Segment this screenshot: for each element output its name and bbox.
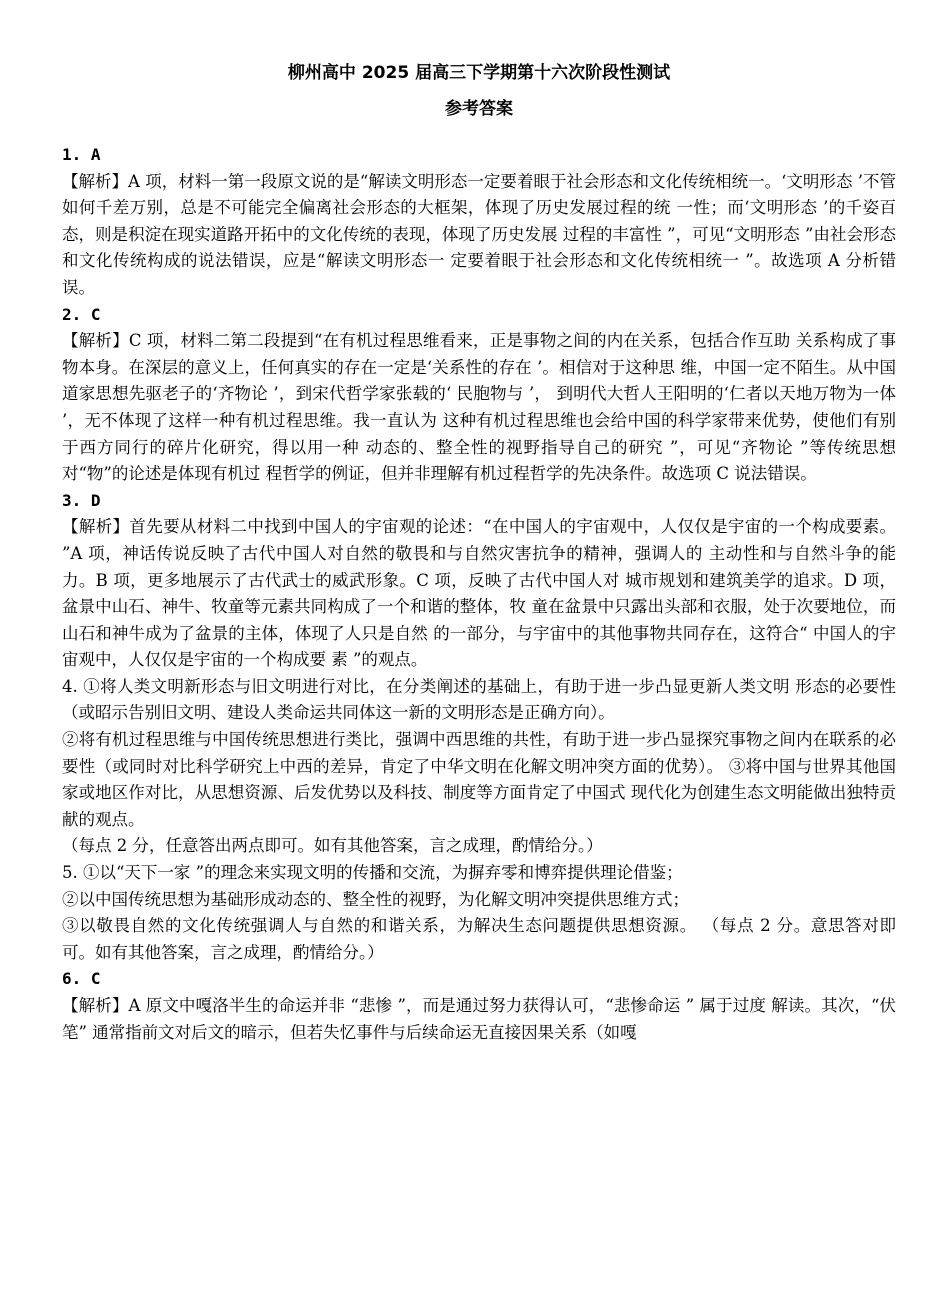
- answer-2-explanation: 【解析】C 项，材料二第二段提到“在有机过程思维看来，正是事物之间的内在关系，包括合作互助 关系构成了事物本身。在深层的意义上，任何真实的存在一定是‘关系性的存在 ’。相信对于这种思 维，中国一定不陌生。从中国道家思想先驱老子的‘齐物论 ’，到宋代哲学家张载的‘ 民胞物与 ’， 到明代大哲人王阳明的‘仁者以天地万物为一体 ’，无不体现了这样一种有机过程思维。我一直认为 这种有机过程思维也会给中国的科学家带来优势，使他们有别于西方同行的碎片化研究，得以用一种 动态的、整全性的视野指导自己的研究 ”，可见“齐物论 ”等传统思想对“物”的论述是体现有机过 程哲学的例证，但并非理解有机过程哲学的先决条件。故选项 C 说法错误。: [62, 331, 896, 484]
- answer-1: [62, 142, 896, 302]
- answer-4-scoring-note: （每点 2 分，任意答出两点即可。如有其他答案，言之成理，酌情给分。）: [62, 836, 603, 856]
- answer-3-explanation: 【解析】首先要从材料二中找到中国人的宇宙观的论述：“在中国人的宇宙观中，人仅仅是宇宙的一个构成要素。 ”A 项，神话传说反映了古代中国人对自然的敬畏和与自然灾害抗争的精神，强调人的 主动性和与自然斗争的能力。B 项，更多地展示了古代武士的威武形象。C 项，反映了古代中国人对 城市规划和建筑美学的追求。D 项，盆景中山石、神牛、牧童等元素共同构成了一个和谐的整体，牧 童在盆景中只露出头部和衣服，处于次要地位，而山石和神牛成为了盆景的主体，体现了人只是自然 的一部分，与宇宙中的其他事物共同存在，这符合“ 中国人的宇宙观中，人仅仅是宇宙的一个构成要 素 ”的观点。: [62, 517, 896, 670]
- document-page: [62, 58, 896, 1046]
- answer-2: [62, 302, 896, 488]
- answer-1-number: 1. A: [62, 145, 101, 164]
- answer-3: [62, 488, 896, 674]
- document-title: 柳州高中 2025 届高三下学期第十六次阶段性测试: [287, 63, 671, 83]
- answer-5: [62, 860, 896, 966]
- answer-6: [62, 966, 896, 1046]
- answer-5-point-2: ②以中国传统思想为基础形成动态的、整全性的视野，为化解文明冲突提供思维方式；: [62, 889, 689, 909]
- answer-6-explanation: 【解析】A 原文中嘎洛半生的命运并非 “悲惨 ”，而是通过努力获得认可，“悲惨命运 ” 属于过度 解读。其次，“伏笔” 通常指前文对后文的暗示，但若失忆事件与后续命运无直接因果关系（如嘎: [62, 996, 896, 1042]
- answer-1-explanation: 【解析】A 项，材料一第一段原文说的是“解读文明形态一定要着眼于社会形态和文化传统相统一。‘文明形态 ’不管如何千差万别，总是不可能完全偏离社会形态的大框架，体现了历史发展过程的统 一性；而‘文明形态 ’的千姿百态，则是积淀在现实道路开拓中的文化传统的表现，体现了历史发展 过程的丰富性 ”，可见“文明形态 ”由社会形态和文化传统构成的说法错误，应是“解读文明形态一 定要着眼于社会形态和文化传统相统一 ”。故选项 A 分析错误。: [62, 171, 896, 297]
- answer-2-number: 2. C: [62, 304, 101, 324]
- answer-3-number: 3. D: [62, 490, 101, 510]
- answer-5-point-1: 5. ①以“天下一家 ”的理念来实现文明的传播和交流，为摒弃零和博弈提供理论借鉴；: [62, 863, 683, 883]
- answer-4-point-2-3: ②将有机过程思维与中国传统思想进行类比，强调中西思维的共性，有助于进一步凸显探究事物之间内在联系的必要性（或同时对比科学研究上中西的差异，肯定了中华文明在化解文明冲突方面的优势）。 ③将中国与世界其他国家或地区作对比，从思想资源、后发优势以及科技、制度等方面肯定了中国式 现代化为创建生态文明能做出独特贡献的观点。: [62, 730, 896, 829]
- answer-content: [62, 142, 896, 1046]
- answer-6-number: 6. C: [62, 969, 101, 989]
- document-subtitle: 参考答案: [445, 99, 513, 119]
- answer-4-point-1: 4. ①将人类文明新形态与旧文明进行对比，在分类阐述的基础上，有助于进一步凸显更新人类文明 形态的必要性（或昭示告别旧文明、建设人类命运共同体这一新的文明形态是正确方向）。: [62, 676, 896, 723]
- answer-5-point-3: ③以敬畏自然的文化传统强调人与自然的和谐关系，为解决生态问题提供思想资源。 （每点 2 分。意思答对即可。如有其他答案，言之成理，酌情给分。）: [62, 916, 896, 962]
- answer-4: [62, 674, 896, 860]
